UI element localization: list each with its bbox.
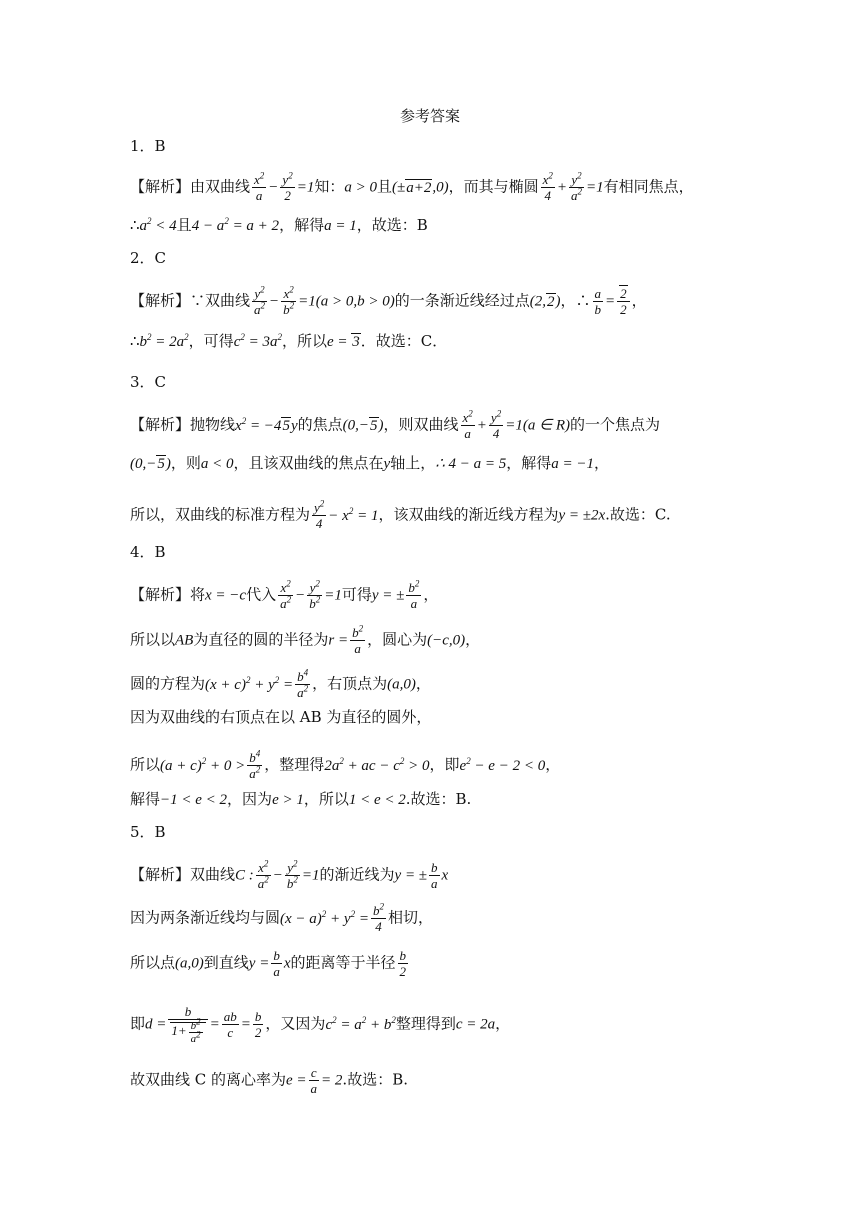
answer-5-label: 5．B — [130, 823, 166, 841]
answer-4-line-3: 圆的方程为$(x + c)^2 + y^2$ = $\frac{b^4}{a^2}$ ，右顶点为(a,0)， — [130, 667, 431, 700]
page-title: 参考答案 — [399, 107, 460, 125]
answer-1-line-1: 【解析】由双曲线 $\frac{x^2}{a}$ − $\frac{y^2}{2}$ =1知：a > 0且(±a+2,0)，而其与椭圆 $\frac{x^2}{4}$ + $\frac{y^2}{a^2}$ =1有相同焦点， — [130, 170, 694, 203]
answer-3-line-1: 【解析】抛物线$x^2 = -45y$的焦点(0,−5)，则双曲线 $\frac{x^2}{a}$ + $\frac{y^2}{4}$ =1(a ∈ R)的一个焦点为 — [130, 408, 661, 441]
answer-2-label: 2．C — [130, 249, 167, 267]
answer-5-line-2: 因为两条渐近线均与圆$(x - a)^2 + y^2$ = $\frac{b^2}{4}$ 相切， — [130, 901, 433, 934]
answer-2-line-1: 【解析】∵双曲线 $\frac{y^2}{a^2}$ − $\frac{x^2}{b^2}$ =1(a > 0,b > 0)的一条渐近线经过点(2,2)，∴ $\frac{a}{b}$ = $\frac{2}{2}$ ， — [130, 284, 647, 317]
answer-4-line-5: 所以$(a + c)^2 + 0$ > $\frac{b^4}{a^2}$ ，整理得$2a^2$ + ac − $c^2 > 0$，即$e^2 - e - 2 < 0$， — [130, 748, 561, 781]
answer-1-label: 1．B — [130, 137, 166, 155]
answer-5-line-1: 【解析】双曲线C : $\frac{x^2}{a^2}$ − $\frac{y^2}{b^2}$ =1的渐近线为y = ± $\frac{b}{a}$ x — [130, 858, 449, 891]
answer-4-line-4: 因为双曲线的右顶点在以 AB 为直径的圆外， — [130, 708, 432, 726]
answer-1-line-2: $\therefore a^2 < 4$且$4 - a^2 = a + 2$，解得a = 1，故选：B — [130, 216, 428, 234]
answer-4-label: 4．B — [130, 543, 166, 561]
answer-5-line-3: 所以点(a,0)到直线y = $\frac{b}{a}$ x的距离等于半径 $\frac{b}{2}$ — [130, 948, 406, 979]
answer-2-line-2: $\therefore b^2 = 2a^2$，可得$c^2 = 3a^2$，所以e = 3．故选：C． — [130, 332, 448, 350]
answer-5-line-4: 即d = b 1+ $\frac{b^2}{a^2}$ = $\frac{ab}{c}$ = $\frac{b}{2}$ ，又因为$c^2 = a^2 + b^2$整理得到c = 2a， — [130, 1004, 511, 1045]
answer-4-line-1: 【解析】将x = −c代入 $\frac{x^2}{a^2}$ − $\frac{y^2}{b^2}$ =1可得y = ± $\frac{b^2}{a}$ ， — [130, 578, 439, 611]
answer-5-line-5: 故双曲线 C 的离心率为e = $\frac{c}{a}$ = 2.故选：B. — [130, 1065, 408, 1096]
answer-4-line-6: 解得−1 < e < 2，因为e > 1，所以1 < e < 2.故选：B. — [130, 790, 472, 808]
answer-3-line-2: (0,−5)，则a < 0，且该双曲线的焦点在y轴上，∴ 4 − a = 5，解得a = −1， — [130, 454, 610, 472]
answer-4-line-2: 所以以AB为直径的圆的半径为r = $\frac{b^2}{a}$ ，圆心为(−c,0)， — [130, 623, 481, 656]
answer-3-label: 3．C — [130, 373, 167, 391]
answer-3-line-3: 所以，双曲线的标准方程为 $\frac{y^2}{4}$ − $x^2 = 1$，该双曲线的渐近线方程为y = ±2x.故选：C. — [130, 498, 671, 531]
